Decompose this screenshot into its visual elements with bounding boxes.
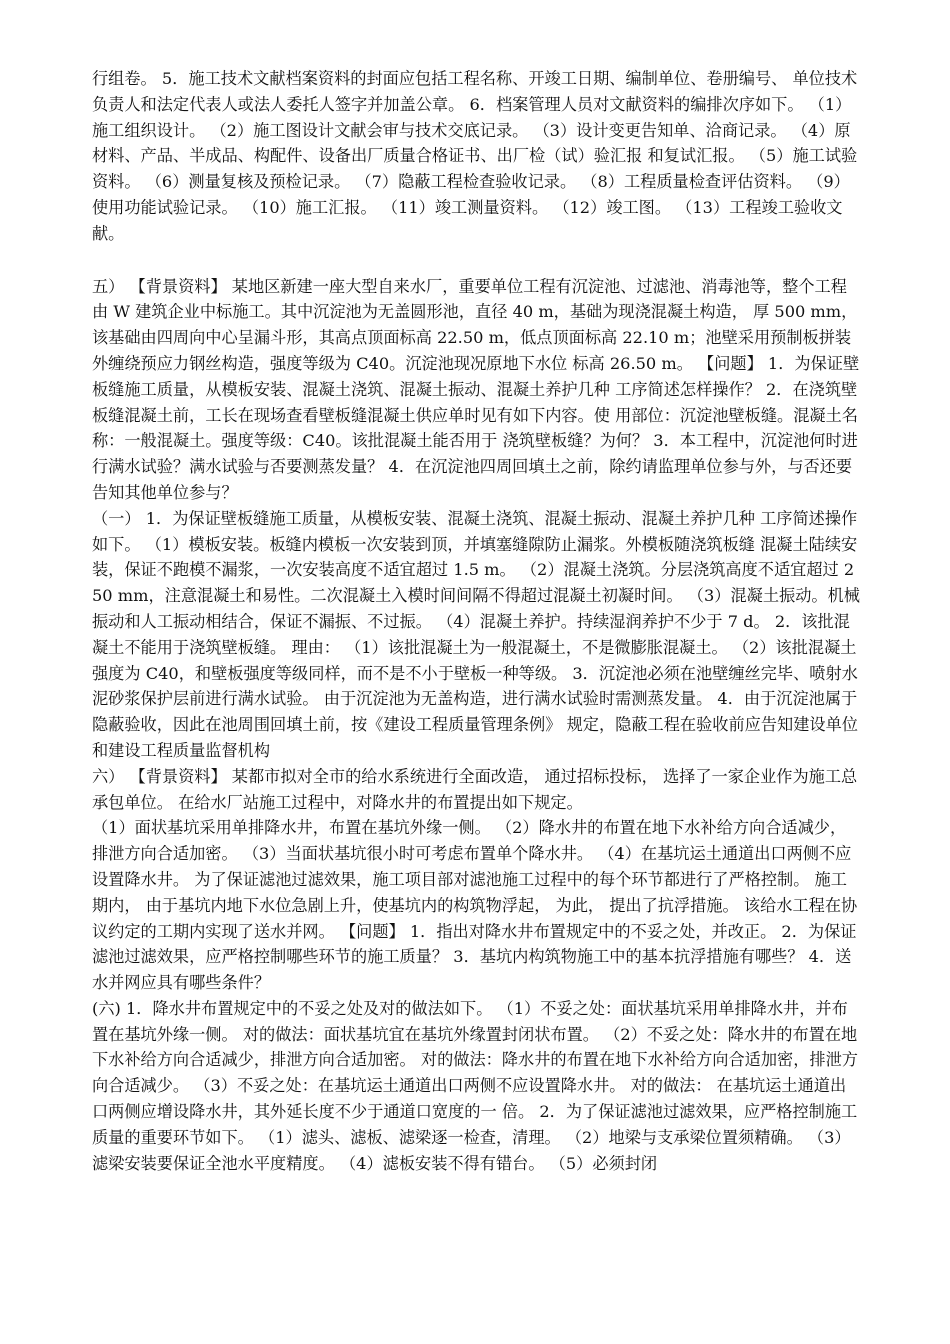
paragraph-case-5-answer: （一） 1．为保证壁板缝施工质量，从模板安装、混凝土浇筑、混凝土振动、混凝土养护几种 工序简述操作如下。 （1）模板安装。板缝内模板一次安装到顶，并填塞缝隙防止漏浆。外模板随浇筑板缝 混凝土陆续安装，保证不跑模不漏浆，一次安装高度不适宜超过 1.5 m。 （2）混凝土浇筑。分层浇筑高度不适宜超过 250 mm，注意混凝土和易性。二次混凝土入模时间间隔不得超过混凝土初凝时间。 （3）混凝土振动。机械振动和人工振动相结合，保证不漏振、不过振。 （4）混凝土养护。持续湿润养护不少于 7 d。 2．该批混凝土不能用于浇筑壁板缝。 理由： （1）该批混凝土为一般混凝土，不是微膨胀混凝土。 （2）该批混凝土强度为 C40，和壁板强度等级同样，而不是不小于壁板一种等级。 3．沉淀池必须在池壁缠丝完毕、喷射水泥砂浆保护层前进行满水试验。 由于沉淀池为无盖构造，进行满水试验时需测蒸发量。 4．由于沉淀池属于隐蔽验收，因此在池周围回填土前，按《建设工程质量管理条例》 规定，隐蔽工程在验收前应告知建设单位和建设工程质量监督机构 [92, 508, 860, 760]
paragraph-case-6-background: 六） 【背景资料】 某都市拟对全市的给水系统进行全面改造， 通过招标投标， 选择了一家企业作为施工总 承包单位。 在给水厂站施工过程中，对降水井的布置提出如下规定。 [92, 766, 863, 812]
paragraph-archive-order: 行组卷。 5．施工技术文献档案资料的封面应包括工程名称、开竣工日期、编制单位、卷册编号、 单位技术负责人和法定代表人或法人委托人签字并加盖公章。 6．档案管理人员对文献资料的编排次序如下。 （1）施工组织设计。 （2）施工图设计文献会审与技术交底记录。 （3）设计变更告知单、洽商记录。 （4）原材料、产品、半成品、构配件、设备出厂质量合格证书、出厂检（试）验汇报 和复试汇报。 （5）施工试验资料。 （6）测量复核及预检记录。 （7）隐蔽工程检查验收记录。 （8）工程质量检查评估资料。 （9）使用功能试验记录。 （10）施工汇报。 （11）竣工测量资料。 （12）竣工图。 （13）工程竣工验收文献。 [92, 69, 858, 243]
paragraph-gap [92, 247, 862, 274]
document-page [92, 66, 862, 1176]
paragraph-case-6-answer: (六) 1．降水井布置规定中的不妥之处及对的做法如下。 （1）不妥之处：面状基坑采用单排降水井，并布置在基坑外缘一侧。 对的做法：面状基坑宜在基坑外缘置封闭状布置。 （2）不妥之处：降水井的布置在地下水补给方向合适减少，排泄方向合适加密。 对的做法：降水井的布置在地下水补给方向合适加密，排泄方向合适减少。 （3）不妥之处：在基坑运土通道出口两侧不应设置降水井。 对的做法： 在基坑运土通道出口两侧应增设降水井，其外延长度不少于通道口宽度的一 倍。 2．为了保证滤池过滤效果，应严格控制施工质量的重要环节如下。 （1）滤头、滤板、滤梁逐一检查，清理。 （2）地梁与支承梁位置须精确。 （3）滤梁安装要保证全池水平度精度。 （4）滤板安装不得有错台。 （5）必须封闭 [92, 998, 858, 1173]
paragraph-case-5-background: 五） 【背景资料】 某地区新建一座大型自来水厂，重要单位工程有沉淀池、过滤池、消毒池等，整个工程 由 W 建筑企业中标施工。其中沉淀池为无盖圆形池，直径 40 m，基础为现浇混凝土构造， 厚 500 mm，该基础由四周向中心呈漏斗形，其高点顶面标高 22.50 m，低点顶面标高 22.10 m；池壁采用预制板拼装外缠绕预应力钢丝构造，强度等级为 C40。沉淀池现况原地下水位 标高 26.50 m。 【问题】 1．为保证壁板缝施工质量，从模板安装、混凝土浇筑、混凝土振动、混凝土养护几种 工序简述怎样操作？ 2．在浇筑壁板缝混凝土前，工长在现场查看壁板缝混凝土供应单时见有如下内容。使 用部位：沉淀池壁板缝。混凝土名称：一般混凝土。强度等级：C40。该批混凝土能否用于 浇筑壁板缝？为何？ 3．本工程中，沉淀池何时进行满水试验？满水试验与否要测蒸发量？ 4．在沉淀池四周回填土之前，除约请监理单位参与外，与否还要告知其他单位参与？ [92, 276, 860, 502]
paragraph-case-6-rules-questions: （1）面状基坑采用单排降水井，布置在基坑外缘一侧。 （2）降水井的布置在地下水补给方向合适减少，排泄方向合适加密。 （3）当面状基坑很小时可考虑布置单个降水井。 （4）在基坑运土通道出口两侧不应设置降水井。 为了保证滤池过滤效果，施工项目部对滤池施工过程中的每个环节都进行了严格控制。 施工期内， 由于基坑内地下水位急剧上升，使基坑内的构筑物浮起， 为此， 提出了抗浮措施。 该给水工程在协议约定的工期内实现了送水并网。 【问题】 1．指出对降水井布置规定中的不妥之处，并改正。 2．为保证滤池过滤效果，应严格控制哪些环节的施工质量？ 3．基坑内构筑物施工中的基本抗浮措施有哪些？ 4．送水并网应具有哪些条件？ [92, 818, 858, 993]
